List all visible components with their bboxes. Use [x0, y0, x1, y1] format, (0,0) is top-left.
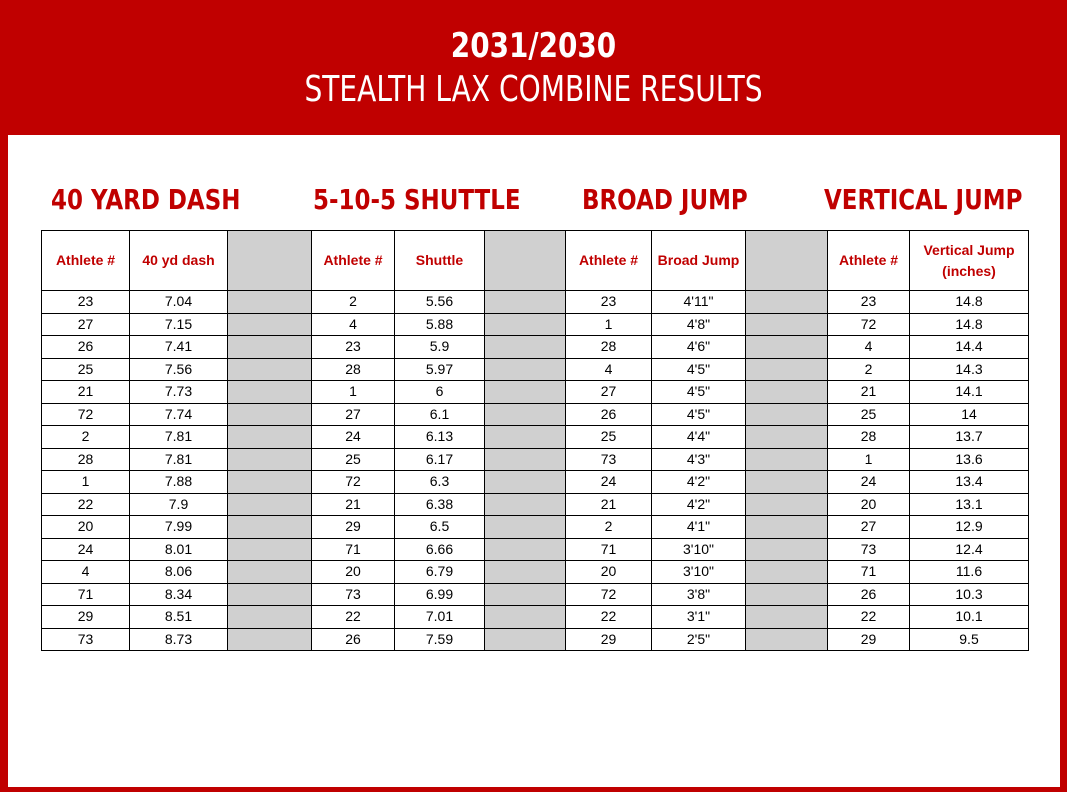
shuttle-time-cell: 5.97 — [395, 358, 485, 381]
table-row — [42, 583, 1029, 606]
column-header: 40 yd dash — [130, 231, 228, 291]
spacer-cell — [485, 471, 566, 494]
vertical-height-cell: 12.4 — [910, 538, 1029, 561]
spacer-cell — [485, 561, 566, 584]
dash-time-cell: 7.81 — [130, 426, 228, 449]
broad-athlete-cell: 25 — [566, 426, 652, 449]
spacer-cell — [746, 471, 828, 494]
spacer-cell — [746, 583, 828, 606]
spacer-cell — [746, 628, 828, 651]
shuttle-time-cell: 6 — [395, 381, 485, 404]
vertical-height-cell: 14.8 — [910, 313, 1029, 336]
dash-time-cell: 8.01 — [130, 538, 228, 561]
broad-distance-cell: 4'2" — [652, 471, 746, 494]
spacer-cell — [228, 538, 312, 561]
dash-time-cell: 7.88 — [130, 471, 228, 494]
spacer-cell — [746, 448, 828, 471]
vertical-athlete-cell: 26 — [828, 583, 910, 606]
spacer-cell — [746, 403, 828, 426]
spacer-cell — [228, 516, 312, 539]
dash-time-cell: 7.04 — [130, 291, 228, 314]
broad-athlete-cell: 71 — [566, 538, 652, 561]
shuttle-time-cell: 7.01 — [395, 606, 485, 629]
spacer-cell — [485, 628, 566, 651]
shuttle-athlete-cell: 24 — [312, 426, 395, 449]
broad-athlete-cell: 26 — [566, 403, 652, 426]
dash-athlete-cell: 27 — [42, 313, 130, 336]
table-row — [42, 628, 1029, 651]
shuttle-time-cell: 6.1 — [395, 403, 485, 426]
shuttle-time-cell: 6.5 — [395, 516, 485, 539]
vertical-height-cell: 11.6 — [910, 561, 1029, 584]
header-title: STEALTH LAX COMBINE RESULTS — [304, 69, 763, 110]
table-row — [42, 358, 1029, 381]
column-header: Athlete # — [42, 231, 130, 291]
spacer-column — [746, 231, 828, 291]
dash-athlete-cell: 1 — [42, 471, 130, 494]
broad-athlete-cell: 20 — [566, 561, 652, 584]
dash-time-cell: 7.73 — [130, 381, 228, 404]
broad-distance-cell: 4'2" — [652, 493, 746, 516]
vertical-height-cell: 13.7 — [910, 426, 1029, 449]
spacer-cell — [228, 561, 312, 584]
dash-time-cell: 8.06 — [130, 561, 228, 584]
vertical-athlete-cell: 4 — [828, 336, 910, 359]
table-row — [42, 561, 1029, 584]
spacer-cell — [228, 291, 312, 314]
vertical-height-cell: 13.6 — [910, 448, 1029, 471]
dash-time-cell: 7.56 — [130, 358, 228, 381]
broad-athlete-cell: 22 — [566, 606, 652, 629]
column-header: Athlete # — [312, 231, 395, 291]
spacer-cell — [485, 538, 566, 561]
results-panel — [8, 135, 1060, 787]
broad-distance-cell: 4'5" — [652, 358, 746, 381]
broad-athlete-cell: 28 — [566, 336, 652, 359]
spacer-cell — [485, 493, 566, 516]
broad-distance-cell: 4'5" — [652, 403, 746, 426]
vertical-height-cell: 12.9 — [910, 516, 1029, 539]
table-row — [42, 381, 1029, 404]
dash-time-cell: 8.73 — [130, 628, 228, 651]
page-header — [0, 0, 1067, 135]
spacer-cell — [485, 381, 566, 404]
dash-time-cell: 7.74 — [130, 403, 228, 426]
table-header-row — [42, 231, 1029, 291]
shuttle-athlete-cell: 27 — [312, 403, 395, 426]
vertical-athlete-cell: 23 — [828, 291, 910, 314]
broad-athlete-cell: 2 — [566, 516, 652, 539]
spacer-cell — [485, 426, 566, 449]
results-table — [41, 230, 1029, 651]
spacer-cell — [746, 291, 828, 314]
spacer-cell — [228, 426, 312, 449]
broad-athlete-cell: 72 — [566, 583, 652, 606]
spacer-cell — [228, 358, 312, 381]
dash-athlete-cell: 24 — [42, 538, 130, 561]
table-row — [42, 516, 1029, 539]
broad-distance-cell: 4'4" — [652, 426, 746, 449]
vertical-athlete-cell: 1 — [828, 448, 910, 471]
table-row — [42, 538, 1029, 561]
shuttle-athlete-cell: 29 — [312, 516, 395, 539]
section-title-broad: BROAD JUMP — [582, 183, 748, 216]
shuttle-time-cell: 7.59 — [395, 628, 485, 651]
vertical-athlete-cell: 72 — [828, 313, 910, 336]
spacer-cell — [485, 583, 566, 606]
broad-athlete-cell: 73 — [566, 448, 652, 471]
dash-athlete-cell: 73 — [42, 628, 130, 651]
spacer-column — [485, 231, 566, 291]
dash-athlete-cell: 21 — [42, 381, 130, 404]
vertical-header-line2: (inches) — [942, 262, 996, 279]
spacer-cell — [746, 538, 828, 561]
shuttle-time-cell: 5.56 — [395, 291, 485, 314]
dash-time-cell: 7.9 — [130, 493, 228, 516]
table-row — [42, 448, 1029, 471]
vertical-height-cell: 14.1 — [910, 381, 1029, 404]
table-row — [42, 336, 1029, 359]
broad-distance-cell: 2'5" — [652, 628, 746, 651]
spacer-cell — [485, 516, 566, 539]
shuttle-athlete-cell: 20 — [312, 561, 395, 584]
dash-athlete-cell: 20 — [42, 516, 130, 539]
section-title-shuttle: 5-10-5 SHUTTLE — [313, 183, 521, 216]
dash-time-cell: 7.81 — [130, 448, 228, 471]
table-row — [42, 291, 1029, 314]
shuttle-time-cell: 6.3 — [395, 471, 485, 494]
broad-athlete-cell: 27 — [566, 381, 652, 404]
shuttle-athlete-cell: 2 — [312, 291, 395, 314]
column-header: Broad Jump — [652, 231, 746, 291]
table-row — [42, 403, 1029, 426]
shuttle-athlete-cell: 25 — [312, 448, 395, 471]
shuttle-time-cell: 6.13 — [395, 426, 485, 449]
table-row — [42, 606, 1029, 629]
broad-distance-cell: 4'3" — [652, 448, 746, 471]
spacer-cell — [228, 606, 312, 629]
spacer-column — [228, 231, 312, 291]
vertical-header-line1: Vertical Jump — [923, 241, 1015, 258]
dash-time-cell: 7.15 — [130, 313, 228, 336]
shuttle-athlete-cell: 73 — [312, 583, 395, 606]
vertical-athlete-cell: 20 — [828, 493, 910, 516]
broad-distance-cell: 4'1" — [652, 516, 746, 539]
shuttle-time-cell: 6.99 — [395, 583, 485, 606]
spacer-cell — [746, 381, 828, 404]
column-header: Athlete # — [566, 231, 652, 291]
vertical-athlete-cell: 24 — [828, 471, 910, 494]
dash-time-cell: 7.99 — [130, 516, 228, 539]
vertical-height-cell: 9.5 — [910, 628, 1029, 651]
shuttle-athlete-cell: 4 — [312, 313, 395, 336]
shuttle-time-cell: 5.88 — [395, 313, 485, 336]
dash-athlete-cell: 26 — [42, 336, 130, 359]
vertical-height-cell: 10.1 — [910, 606, 1029, 629]
spacer-cell — [485, 358, 566, 381]
vertical-athlete-cell: 27 — [828, 516, 910, 539]
section-title-dash: 40 YARD DASH — [51, 183, 241, 216]
broad-distance-cell: 4'8" — [652, 313, 746, 336]
spacer-cell — [746, 493, 828, 516]
broad-athlete-cell: 1 — [566, 313, 652, 336]
spacer-cell — [746, 561, 828, 584]
dash-athlete-cell: 28 — [42, 448, 130, 471]
broad-distance-cell: 4'6" — [652, 336, 746, 359]
shuttle-time-cell: 6.79 — [395, 561, 485, 584]
vertical-height-cell: 10.3 — [910, 583, 1029, 606]
broad-athlete-cell: 24 — [566, 471, 652, 494]
spacer-cell — [746, 516, 828, 539]
shuttle-athlete-cell: 72 — [312, 471, 395, 494]
spacer-cell — [746, 358, 828, 381]
vertical-height-cell: 14 — [910, 403, 1029, 426]
vertical-height-cell: 13.1 — [910, 493, 1029, 516]
broad-athlete-cell: 4 — [566, 358, 652, 381]
spacer-cell — [485, 291, 566, 314]
table-row — [42, 471, 1029, 494]
shuttle-athlete-cell: 28 — [312, 358, 395, 381]
vertical-athlete-cell: 2 — [828, 358, 910, 381]
dash-time-cell: 8.51 — [130, 606, 228, 629]
spacer-cell — [485, 403, 566, 426]
dash-athlete-cell: 23 — [42, 291, 130, 314]
shuttle-athlete-cell: 1 — [312, 381, 395, 404]
table-row — [42, 313, 1029, 336]
spacer-cell — [485, 336, 566, 359]
shuttle-athlete-cell: 71 — [312, 538, 395, 561]
shuttle-time-cell: 6.66 — [395, 538, 485, 561]
spacer-cell — [228, 403, 312, 426]
results-body — [42, 291, 1029, 651]
column-header: Shuttle — [395, 231, 485, 291]
table-row — [42, 426, 1029, 449]
spacer-cell — [485, 606, 566, 629]
header-year: 2031/2030 — [450, 26, 617, 66]
broad-distance-cell: 3'10" — [652, 538, 746, 561]
shuttle-athlete-cell: 22 — [312, 606, 395, 629]
vertical-athlete-cell: 73 — [828, 538, 910, 561]
spacer-cell — [746, 606, 828, 629]
dash-athlete-cell: 71 — [42, 583, 130, 606]
dash-athlete-cell: 72 — [42, 403, 130, 426]
column-header — [910, 231, 1029, 291]
spacer-cell — [746, 336, 828, 359]
broad-distance-cell: 4'11" — [652, 291, 746, 314]
dash-athlete-cell: 29 — [42, 606, 130, 629]
spacer-cell — [228, 448, 312, 471]
broad-distance-cell: 4'5" — [652, 381, 746, 404]
spacer-cell — [485, 448, 566, 471]
vertical-athlete-cell: 25 — [828, 403, 910, 426]
vertical-height-cell: 14.4 — [910, 336, 1029, 359]
spacer-cell — [228, 336, 312, 359]
vertical-athlete-cell: 21 — [828, 381, 910, 404]
vertical-athlete-cell: 29 — [828, 628, 910, 651]
spacer-cell — [746, 313, 828, 336]
spacer-cell — [228, 493, 312, 516]
vertical-athlete-cell: 71 — [828, 561, 910, 584]
shuttle-time-cell: 6.38 — [395, 493, 485, 516]
broad-distance-cell: 3'8" — [652, 583, 746, 606]
dash-athlete-cell: 25 — [42, 358, 130, 381]
vertical-athlete-cell: 28 — [828, 426, 910, 449]
vertical-height-cell: 13.4 — [910, 471, 1029, 494]
broad-athlete-cell: 29 — [566, 628, 652, 651]
spacer-cell — [228, 381, 312, 404]
column-header: Athlete # — [828, 231, 910, 291]
table-row — [42, 493, 1029, 516]
dash-athlete-cell: 22 — [42, 493, 130, 516]
shuttle-athlete-cell: 23 — [312, 336, 395, 359]
broad-athlete-cell: 21 — [566, 493, 652, 516]
dash-time-cell: 8.34 — [130, 583, 228, 606]
vertical-athlete-cell: 22 — [828, 606, 910, 629]
vertical-height-cell: 14.3 — [910, 358, 1029, 381]
broad-distance-cell: 3'10" — [652, 561, 746, 584]
spacer-cell — [746, 426, 828, 449]
shuttle-athlete-cell: 21 — [312, 493, 395, 516]
shuttle-time-cell: 6.17 — [395, 448, 485, 471]
spacer-cell — [228, 583, 312, 606]
vertical-height-cell: 14.8 — [910, 291, 1029, 314]
broad-athlete-cell: 23 — [566, 291, 652, 314]
spacer-cell — [485, 313, 566, 336]
shuttle-time-cell: 5.9 — [395, 336, 485, 359]
spacer-cell — [228, 471, 312, 494]
dash-time-cell: 7.41 — [130, 336, 228, 359]
broad-distance-cell: 3'1" — [652, 606, 746, 629]
spacer-cell — [228, 313, 312, 336]
dash-athlete-cell: 4 — [42, 561, 130, 584]
section-title-vertical: VERTICAL JUMP — [824, 183, 1023, 216]
shuttle-athlete-cell: 26 — [312, 628, 395, 651]
spacer-cell — [228, 628, 312, 651]
dash-athlete-cell: 2 — [42, 426, 130, 449]
